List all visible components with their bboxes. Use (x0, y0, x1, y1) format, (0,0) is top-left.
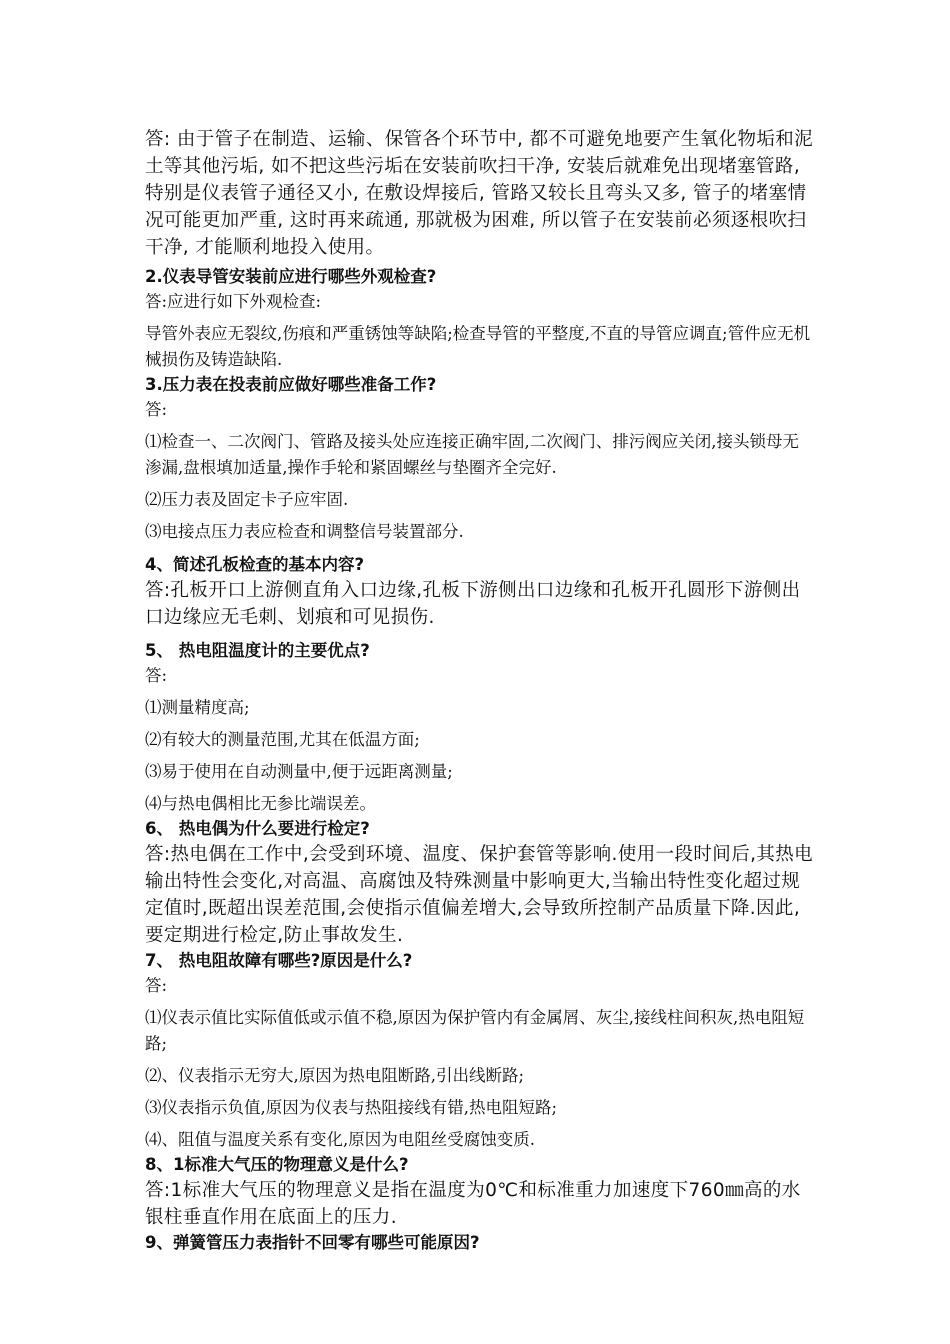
list-item: ⑶易于使用在自动测量中,便于远距离测量; (145, 762, 453, 781)
answer-paragraph-4: 答:孔板开口上游侧直角入口边缘,孔板下游侧出口边缘和孔板开孔圆形下游侧出口边缘应无毛刺、划痕和可见损伤. (145, 580, 801, 628)
question-2: 2.仪表导管安装前应进行哪些外观检查? (145, 267, 437, 286)
answer-paragraph-8: 答:1标准大气压的物理意义是指在温度为0℃和标准重力加速度下760㎜高的水银柱垂直作用在底面上的压力. (145, 1180, 801, 1228)
list-item: ⑵、仪表指示无穷大,原因为热电阻断路,引出线断路; (145, 1066, 525, 1085)
question-8: 8、1标准大气压的物理意义是什么? (145, 1155, 409, 1174)
list-item: ⑷、阻值与温度关系有变化,原因为电阻丝受腐蚀变质. (145, 1130, 535, 1149)
document-page (145, 126, 815, 1255)
answer-paragraph-2: 导管外表应无裂纹,伤痕和严重锈蚀等缺陷;检查导管的平整度,不直的导管应调直;管件应无机械损伤及铸造缺陷. (145, 324, 811, 369)
list-item: ⑴检查一、二次阀门、管路及接头处应连接正确牢固,二次阀门、排污阀应关闭,接头锁母无渗漏,盘根填加适量,操作手轮和紧固螺丝与垫圈齐全完好. (145, 432, 799, 477)
list-item: ⑴测量精度高; (145, 698, 250, 717)
question-4: 4、简述孔板检查的基本内容? (145, 555, 365, 574)
answer-label: 答:应进行如下外观检查: (145, 292, 322, 311)
question-3: 3.压力表在投表前应做好哪些准备工作? (145, 375, 437, 394)
question-9: 9、弹簧管压力表指针不回零有哪些可能原因? (145, 1233, 480, 1252)
question-5: 5、 热电阻温度计的主要优点? (145, 641, 370, 660)
answer-label: 答: (145, 400, 168, 419)
question-7: 7、 热电阻故障有哪些?原因是什么? (145, 951, 413, 970)
list-item: ⑶电接点压力表应检查和调整信号装置部分. (145, 522, 464, 541)
answer-label: 答: (145, 666, 168, 685)
list-item: ⑷与热电偶相比无参比端误差。 (145, 794, 376, 813)
answer-label: 答: (145, 976, 168, 995)
list-item: ⑵有较大的测量范围,尤其在低温方面; (145, 730, 420, 749)
answer-paragraph-6: 答:热电偶在工作中,会受到环境、温度、保护套管等影响.使用一段时间后,其热电输出特性会变化,对高温、高腐蚀及特殊测量中影响更大,当输出特性变化超过规定值时,既超出误差范围,会使指示值偏差增大,会导致所控制产品质量下降.因此,要定期进行检定,防止事故发生. (145, 844, 814, 946)
answer-paragraph-1: 答: 由于管子在制造、运输、保管各个环节中, 都不可避免地要产生氧化物垢和泥土等其他污垢, 如不把这些污垢在安装前吹扫干净, 安装后就难免出现堵塞管路, 特别是仪表管子通径又小, 在敷设焊接后, 管路又较长且弯头又多, 管子的堵塞情况可能更加严重, 这时再来疏通, 那就极为困难, 所以管子在安装前必须逐根吹扫干净, 才能顺利地投入使用。 (145, 129, 814, 258)
list-item: ⑶仪表指示负值,原因为仪表与热阻接线有错,热电阻短路; (145, 1098, 558, 1117)
question-6: 6、 热电偶为什么要进行检定? (145, 819, 370, 838)
list-item: ⑴仪表示值比实际值低或示值不稳,原因为保护管内有金属屑、灰尘,接线柱间积灰,热电阻短路; (145, 1008, 805, 1053)
list-item: ⑵压力表及固定卡子应牢固. (145, 490, 349, 509)
